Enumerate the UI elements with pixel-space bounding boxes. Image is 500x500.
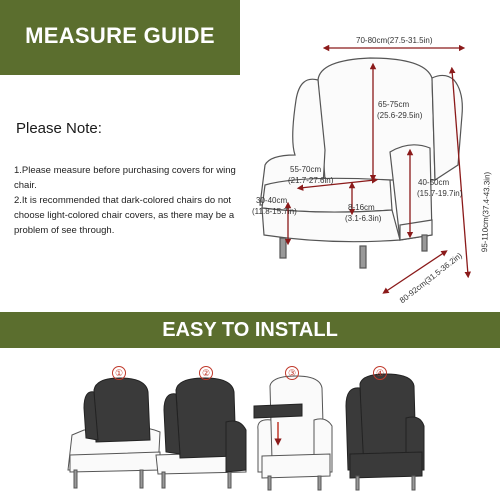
- step-2-number: ②: [199, 366, 213, 380]
- back-height-in-label: (25.6-29.5in): [377, 111, 423, 120]
- note-item-2: 2.It is recommended that dark-colored chairs do not choose light-colored chair covers, as there may be a problem of see through.: [14, 195, 235, 236]
- arm-height-label: 40-50cm: [418, 178, 450, 187]
- total-height-label: 95-110cm(37.4-43.3in): [480, 171, 492, 253]
- step-4-number: ④: [373, 366, 387, 380]
- measure-guide-title: MEASURE GUIDE: [25, 23, 215, 48]
- step-2-chair: [156, 378, 246, 488]
- note-body: [14, 163, 239, 238]
- note-item-1: 1.Please measure before purchasing covers for wing chair.: [14, 165, 236, 191]
- note-heading: Please Note:: [16, 120, 102, 137]
- seat-height-label: 30-40cm: [256, 196, 288, 205]
- cushion-in-label: (3.1-6.3in): [345, 214, 382, 223]
- wing-chair-illustration: [260, 58, 462, 268]
- step-1-number: ①: [112, 366, 126, 380]
- width-label: 70-80cm(27.5-31.5in): [356, 36, 433, 45]
- step-4-chair: [346, 374, 424, 490]
- easy-install-banner: [0, 312, 500, 348]
- step-3-number: ③: [285, 366, 299, 380]
- arm-height-in-label: (15.7-19.7in): [417, 189, 463, 198]
- depth-label: 80-92cm(31.5-36.2in): [398, 250, 464, 306]
- easy-install-title: EASY TO INSTALL: [162, 319, 338, 341]
- install-steps-illustration: [0, 360, 500, 500]
- seat-depth-in-label: (21.7-27.6in): [288, 176, 334, 185]
- step-3-chair: [254, 376, 332, 490]
- seat-height-in-label: (11.8-15.7in): [252, 207, 297, 216]
- measure-guide-banner: [0, 0, 240, 75]
- install-steps: [0, 360, 500, 500]
- step-1-chair: [68, 378, 160, 488]
- cushion-label: 8-16cm: [348, 203, 375, 212]
- seat-depth-label: 55-70cm: [290, 165, 322, 174]
- back-height-label: 65-75cm: [378, 100, 410, 109]
- chair-measure-diagram: [240, 30, 500, 310]
